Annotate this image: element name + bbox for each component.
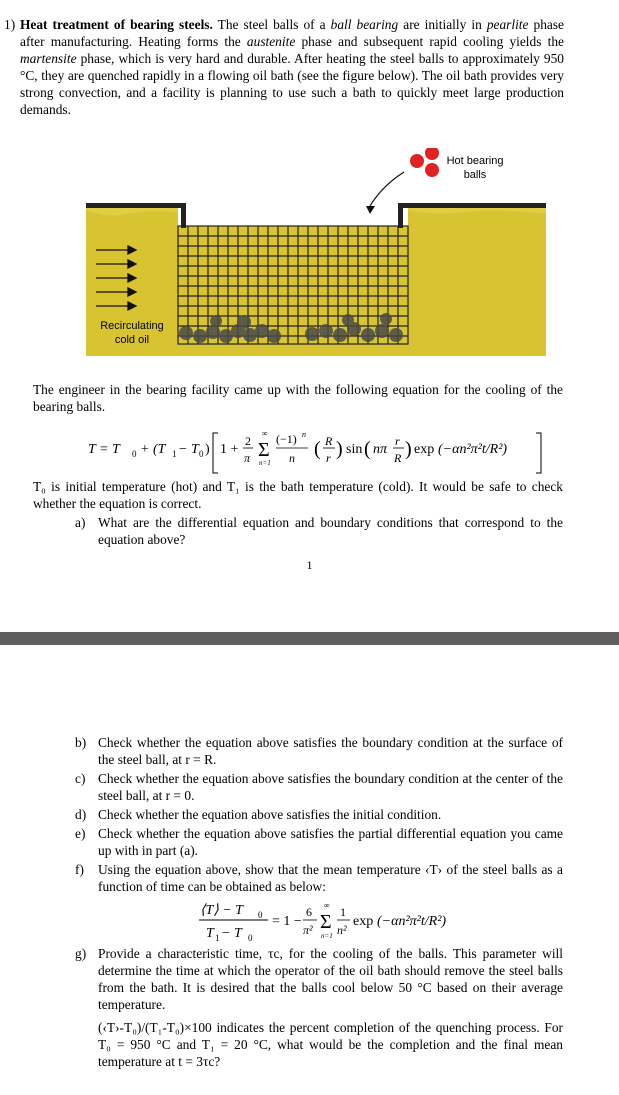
intro-part-5: austenite bbox=[246, 34, 296, 49]
page-number: 1 bbox=[306, 558, 313, 572]
mean-den: T bbox=[206, 926, 214, 941]
engineer-text: The engineer in the bearing facility came up with the following equation for the cooling of the bearing balls. bbox=[33, 382, 563, 414]
drop-arrowhead bbox=[366, 206, 375, 214]
mean-num-sub: 0 bbox=[258, 910, 263, 920]
intro-part-2: are initially in bbox=[398, 17, 487, 32]
intro-part-1: ball bearing bbox=[330, 17, 399, 32]
mean-exp-arg: (−αn²π²t/R²) bbox=[377, 914, 447, 929]
eq-one-plus: 1 + bbox=[220, 442, 239, 457]
mean-temperature-equation bbox=[0, 895, 619, 945]
part-label: e) bbox=[75, 826, 86, 841]
part-item bbox=[75, 861, 563, 895]
eq-paren-open-1: ( bbox=[314, 438, 321, 460]
eq-r: r bbox=[326, 451, 331, 465]
intro-part-6: phase and subsequent rapid cooling yields the bbox=[295, 34, 564, 49]
part-a-text: What are the differential equation and boundary conditions that correspond to the equation above? bbox=[98, 515, 563, 547]
drop-arrow bbox=[370, 172, 404, 206]
mean-den-mid: − T bbox=[221, 926, 242, 941]
part-label: f) bbox=[75, 862, 84, 877]
problem-intro bbox=[4, 16, 565, 118]
mean-one: 1 bbox=[340, 905, 346, 919]
part-g-item bbox=[75, 945, 563, 1013]
hot-label-line1: Hot bearing bbox=[446, 155, 504, 167]
tank-rim-left bbox=[86, 203, 186, 208]
part-text: Using the equation above, show that the mean temperature ‹T› of the steel balls as a function of time can be obtained as below: bbox=[98, 862, 563, 894]
hot-ball-1 bbox=[410, 154, 424, 168]
eq-exp-arg: (−αn²π²t/R²) bbox=[438, 442, 508, 457]
oil-bath-right bbox=[408, 208, 546, 356]
temperature-equation bbox=[0, 421, 619, 481]
mean-eq: = 1 − bbox=[272, 914, 302, 929]
mean-pi2: π² bbox=[303, 923, 313, 937]
intro-part-0: The steel balls of a bbox=[212, 17, 331, 32]
part-a-label: a) bbox=[75, 515, 86, 530]
mean-num: ⟨T⟩ − T bbox=[200, 903, 243, 918]
mean-n2: n² bbox=[337, 923, 347, 937]
basket-wall-right bbox=[398, 203, 403, 228]
eq-sin: sin bbox=[346, 442, 363, 457]
part-text: Check whether the equation above satisfies the boundary condition at the surface of the steel ball, at r = R. bbox=[98, 735, 563, 767]
oil-bath-figure bbox=[86, 148, 546, 356]
eq-exp: exp bbox=[414, 442, 435, 457]
eq-r2: r bbox=[395, 434, 400, 448]
part-label: b) bbox=[75, 735, 87, 750]
eq-nsup: n bbox=[302, 430, 306, 439]
part-g-text: Provide a characteristic time, τc, for the cooling of the balls. This parameter will determine the time at which the operator of the oil bath should remove the steel balls from the bath. It is desired that the balls cool below 50 °C based on their average temperature. bbox=[98, 946, 563, 1012]
eq-n-eq-1: n=1 bbox=[259, 459, 271, 467]
eq-paren-close-1: ) bbox=[336, 438, 343, 460]
eq-two: 2 bbox=[245, 434, 251, 448]
part-text: Check whether the equation above satisfies the partial differential equation you came up with in part (a). bbox=[98, 826, 563, 858]
problem-title: Heat treatment of bearing steels. bbox=[20, 17, 213, 32]
eq-paren-open-2: ( bbox=[364, 438, 371, 460]
basket-wall-left bbox=[181, 203, 186, 228]
eq-plus: + (T bbox=[140, 442, 166, 457]
hot-ball-3 bbox=[425, 163, 439, 177]
eq-sub0: 0 bbox=[132, 449, 137, 459]
intro-part-3: pearlite bbox=[486, 17, 529, 32]
part-item bbox=[75, 770, 563, 804]
eq-infinity: ∞ bbox=[262, 429, 268, 438]
eq-minus: − T bbox=[178, 442, 199, 457]
intro-part-4: phase after manufacturing. Heating forms the bbox=[20, 17, 565, 49]
intro-part-7: martensite bbox=[20, 51, 77, 66]
problem-number: 1) bbox=[4, 17, 16, 32]
part-item bbox=[75, 825, 563, 859]
final-text: (‹T›-T₀)/(T₁-T₀)×100 indicates the percent completion of the quenching process. For T₀ = 950 °C and T₁ = 20 °C, what would be the completion and the final mean temperature at t = 3τc? bbox=[98, 1020, 563, 1069]
parts-list bbox=[75, 734, 563, 895]
eq-pi: π bbox=[244, 451, 251, 465]
page-2 bbox=[0, 645, 619, 1095]
eq-sub0b: 0 bbox=[199, 449, 204, 459]
page-gap bbox=[0, 632, 619, 645]
part-label: c) bbox=[75, 771, 86, 786]
intro-part-8: phase, which is very hard and durable. After heating the steel balls to approximately 950 °C, they are quenched rapidly in a flowing oil bath (see the figure below). The oil bath provides very strong convection, and a facility is planning to use such a bath to quickly meet large production demands. bbox=[20, 51, 564, 117]
mean-six: 6 bbox=[306, 905, 312, 919]
mean-den-sub1: 1 bbox=[215, 933, 220, 943]
hot-ball-2 bbox=[425, 148, 439, 160]
eq-close: ) bbox=[205, 442, 210, 457]
part-label: d) bbox=[75, 807, 87, 822]
part-a-item bbox=[75, 514, 563, 548]
part-item bbox=[75, 806, 563, 823]
t0-text: T₀ is initial temperature (hot) and T₁ is the bath temperature (cold). It would be safe to check whether the equation is correct. bbox=[33, 479, 563, 511]
mean-sigma: Σ bbox=[320, 911, 332, 933]
mean-n-eq-1: n=1 bbox=[321, 932, 333, 940]
eq-neg1n: (−1) bbox=[276, 432, 297, 446]
part-a bbox=[75, 514, 563, 548]
cold-label-line2: cold oil bbox=[114, 334, 150, 346]
eq-left-bracket bbox=[213, 433, 218, 473]
eq-sigma: Σ bbox=[258, 439, 270, 461]
part-text: Check whether the equation above satisfies the boundary condition at the center of the steel ball, at r = 0. bbox=[98, 771, 563, 803]
cold-label-line1: Recirculating bbox=[100, 320, 164, 332]
eq-R2: R bbox=[394, 451, 402, 465]
eq-n: n bbox=[289, 451, 295, 465]
mean-exp: exp bbox=[353, 914, 374, 929]
eq-paren-close-2: ) bbox=[405, 438, 412, 460]
tank-rim-right bbox=[398, 203, 546, 208]
eq-R: R bbox=[325, 434, 333, 448]
eq-lhs: T = T bbox=[88, 442, 120, 457]
part-g bbox=[75, 945, 563, 1013]
part-text: Check whether the equation above satisfies the initial condition. bbox=[98, 807, 442, 822]
eq-npi: nπ bbox=[373, 442, 388, 457]
eq-right-bracket bbox=[536, 433, 541, 473]
mean-den-sub0: 0 bbox=[248, 933, 253, 943]
part-item bbox=[75, 734, 563, 768]
eq-sub1: 1 bbox=[172, 449, 177, 459]
hot-label-line2: balls bbox=[463, 169, 487, 181]
mean-infinity: ∞ bbox=[324, 901, 330, 910]
part-g-label: g) bbox=[75, 946, 87, 961]
